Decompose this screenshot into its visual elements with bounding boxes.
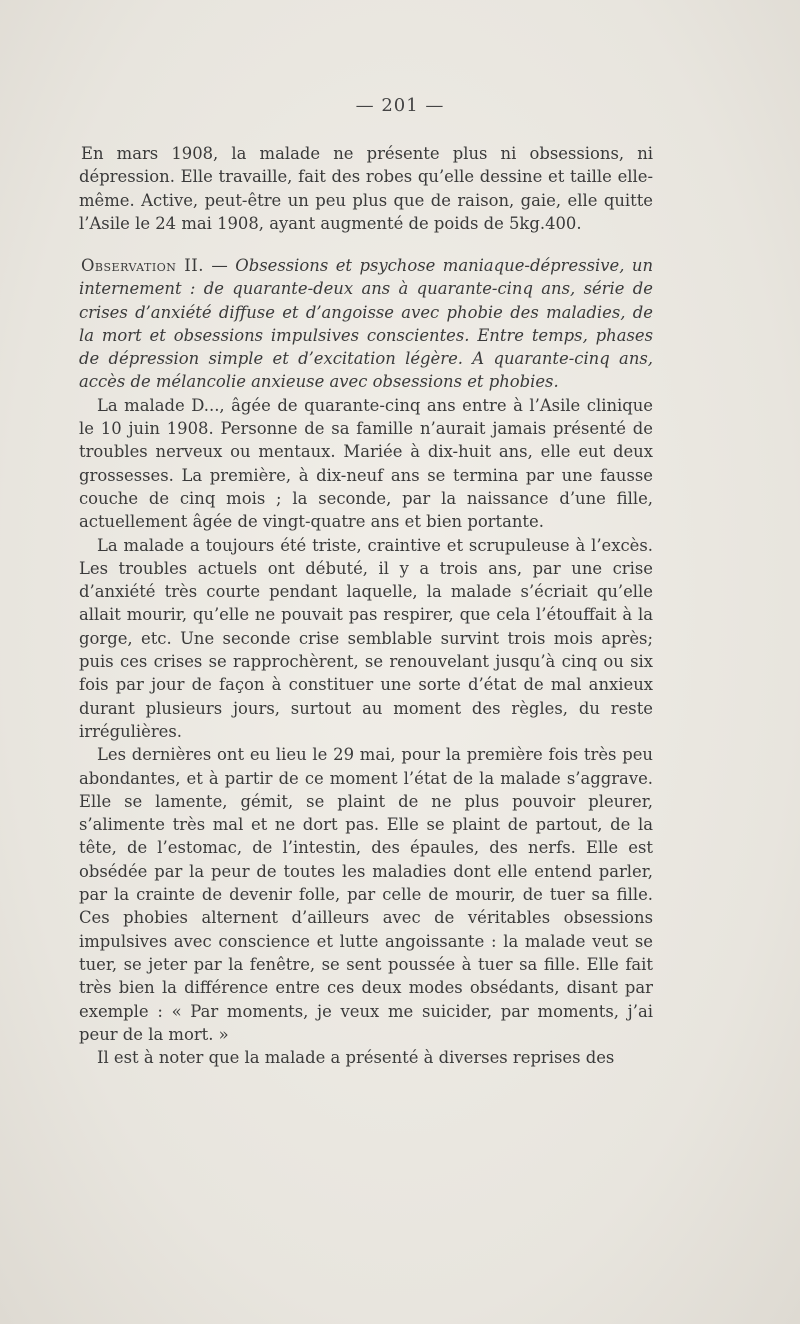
observation-dash: —: [203, 256, 236, 275]
paragraph-aggravation: Les dernières ont eu lieu le 29 mai, pour la première fois très peu abondantes, et à partir de ce moment l’état de la malade s’aggrave. Elle se lamente, gémit, se plaint de ne plus pouvoir pleurer, s’alimente très mal et ne dort pas. Elle se plaint de partout, de la tête, de l’estomac, de l’intestin, des épaules, des nerfs. Elle est obsédée par la peur de toutes les maladies dont elle entend parler, par la crainte de devenir folle, par celle de mourir, de tuer sa fille. Ces phobies alternent d’ailleurs avec de véritables obsessions impulsives avec conscience et lutte angoissante : la malade veut se tuer, se jeter par la fenêtre, se sent poussée à tuer sa fille. Elle fait très bien la différence entre ces deux modes obsédants, disant par exemple : « Par moments, je veux me suicider, par moments, j’ai peur de la mort. »: [79, 745, 653, 1044]
observation-heading: [79, 254, 653, 394]
observation-label: Observation II.: [81, 256, 204, 275]
paragraph-onset: La malade a toujours été triste, craintive et scrupuleuse à l’excès. Les troubles actuels ont débuté, il y a trois ans, par une crise d’anxiété très courte pendant laquelle, la malade s’écriait qu’elle allait mourir, qu’elle ne pouvait pas respirer, que cela l’étouffait à la gorge, etc. Une seconde crise semblable survint trois mois après; puis ces crises se rapprochèrent, se renouvelant jusqu’à cinq ou six fois par jour de façon à constituer une sorte d’état de mal anxieux durant plusieurs jours, surtout au moment des règles, du reste irrégulières.: [79, 535, 653, 741]
paragraph-patient-history: La malade D..., âgée de quarante-cinq ans entre à l’Asile clinique le 10 juin 1908. Personne de sa famille n’aurait jamais présenté de troubles nerveux ou mentaux. Mariée à dix-huit ans, elle eut deux grossesses. La première, à dix-neuf ans se termina par une fausse couche de cinq mois ; la seconde, par la naissance d’une fille, actuellement âgée de vingt-quatre ans et bien portante.: [79, 395, 653, 532]
text-block-observation: [79, 254, 653, 1069]
paragraph-recovery: En mars 1908, la malade ne présente plus ni obsessions, ni dépression. Elle travaille, fait des robes qu’elle dessine et taille elle-même. Active, peut-être un peu plus que de raison, gaie, elle quitte l’Asile le 24 mai 1908, ayant augmenté de poids de 5kg.400.: [79, 144, 653, 233]
page-number: — 201 —: [355, 95, 445, 116]
text-block-top: [79, 142, 653, 235]
paragraph-continuation: Il est à noter que la malade a présenté à diverses reprises des: [97, 1048, 615, 1068]
observation-summary: Obsessions et psychose maniaque-dépressive, un internement : de quarante-deux ans à quarante-cinq ans, série de crises d’anxiété diffuse et d’angoisse avec phobie des maladies, de la mort et obsessions impulsives conscientes. Entre temps, phases de dépression simple et d’excitation légère. A quarante-cinq ans, accès de mélancolie anxieuse avec obsessions et phobies.: [79, 256, 654, 392]
